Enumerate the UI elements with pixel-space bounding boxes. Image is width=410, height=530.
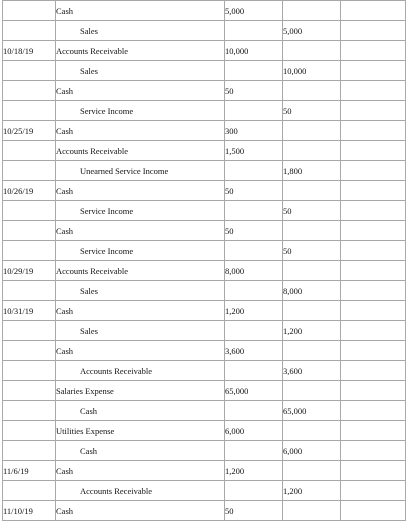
account-cell: Cash — [56, 441, 225, 461]
journal-row — [3, 201, 406, 221]
blank-cell — [341, 321, 406, 341]
blank-cell — [341, 41, 406, 61]
account-cell: Cash — [56, 221, 225, 241]
credit-cell: 5,000 — [283, 21, 341, 41]
account-cell: Salaries Expense — [56, 381, 225, 401]
date-cell: 10/29/19 — [3, 261, 56, 281]
debit-cell — [225, 401, 283, 421]
date-cell: 11/10/19 — [3, 501, 56, 521]
account-cell: Cash — [56, 81, 225, 101]
debit-cell — [225, 321, 283, 341]
credit-cell — [283, 301, 341, 321]
credit-cell: 1,200 — [283, 321, 341, 341]
credit-cell: 1,200 — [283, 481, 341, 501]
account-cell: Cash — [56, 461, 225, 481]
account-cell: Cash — [56, 121, 225, 141]
journal-row — [3, 241, 406, 261]
account-cell: Cash — [56, 301, 225, 321]
account-cell: Sales — [56, 21, 225, 41]
debit-cell: 1,200 — [225, 301, 283, 321]
date-cell — [3, 101, 56, 121]
journal-row — [3, 501, 406, 521]
journal-row — [3, 221, 406, 241]
blank-cell — [341, 361, 406, 381]
blank-cell — [341, 401, 406, 421]
date-cell — [3, 481, 56, 501]
journal-row — [3, 461, 406, 481]
blank-cell — [341, 481, 406, 501]
credit-cell — [283, 41, 341, 61]
credit-cell — [283, 181, 341, 201]
credit-cell — [283, 261, 341, 281]
debit-cell — [225, 161, 283, 181]
debit-cell — [225, 61, 283, 81]
debit-cell: 10,000 — [225, 41, 283, 61]
debit-cell — [225, 441, 283, 461]
date-cell — [3, 141, 56, 161]
credit-cell: 1,800 — [283, 161, 341, 181]
blank-cell — [341, 281, 406, 301]
journal-row — [3, 121, 406, 141]
journal-row — [3, 281, 406, 301]
blank-cell — [341, 181, 406, 201]
account-cell: Accounts Receivable — [56, 361, 225, 381]
debit-cell: 5,000 — [225, 1, 283, 21]
date-cell: 11/6/19 — [3, 461, 56, 481]
journal-row — [3, 161, 406, 181]
blank-cell — [341, 261, 406, 281]
journal-body — [3, 1, 406, 521]
blank-cell — [341, 141, 406, 161]
blank-cell — [341, 121, 406, 141]
journal-row — [3, 101, 406, 121]
blank-cell — [341, 301, 406, 321]
journal-row — [3, 321, 406, 341]
blank-cell — [341, 201, 406, 221]
credit-cell: 50 — [283, 201, 341, 221]
debit-cell: 300 — [225, 121, 283, 141]
journal-row — [3, 61, 406, 81]
account-cell: Sales — [56, 61, 225, 81]
debit-cell: 50 — [225, 501, 283, 521]
date-cell — [3, 161, 56, 181]
date-cell — [3, 201, 56, 221]
date-cell — [3, 341, 56, 361]
journal-row — [3, 41, 406, 61]
date-cell — [3, 81, 56, 101]
date-cell — [3, 241, 56, 261]
credit-cell — [283, 1, 341, 21]
date-cell — [3, 221, 56, 241]
account-cell: Service Income — [56, 101, 225, 121]
date-cell — [3, 1, 56, 21]
date-cell — [3, 361, 56, 381]
account-cell: Accounts Receivable — [56, 141, 225, 161]
account-cell: Service Income — [56, 201, 225, 221]
journal-row — [3, 181, 406, 201]
blank-cell — [341, 81, 406, 101]
date-cell — [3, 321, 56, 341]
journal-row — [3, 421, 406, 441]
date-cell — [3, 381, 56, 401]
debit-cell — [225, 241, 283, 261]
date-cell: 10/26/19 — [3, 181, 56, 201]
account-cell: Accounts Receivable — [56, 41, 225, 61]
credit-cell: 50 — [283, 241, 341, 261]
journal-entry-table — [2, 0, 406, 521]
credit-cell — [283, 381, 341, 401]
debit-cell — [225, 101, 283, 121]
account-cell: Cash — [56, 181, 225, 201]
credit-cell: 3,600 — [283, 361, 341, 381]
debit-cell — [225, 21, 283, 41]
blank-cell — [341, 21, 406, 41]
debit-cell: 8,000 — [225, 261, 283, 281]
journal-row — [3, 481, 406, 501]
blank-cell — [341, 441, 406, 461]
credit-cell: 50 — [283, 101, 341, 121]
credit-cell — [283, 221, 341, 241]
debit-cell: 50 — [225, 221, 283, 241]
date-cell — [3, 421, 56, 441]
debit-cell — [225, 281, 283, 301]
date-cell — [3, 401, 56, 421]
blank-cell — [341, 501, 406, 521]
date-cell — [3, 61, 56, 81]
date-cell: 10/25/19 — [3, 121, 56, 141]
debit-cell — [225, 201, 283, 221]
journal-row — [3, 361, 406, 381]
journal-row — [3, 301, 406, 321]
account-cell: Unearned Service Income — [56, 161, 225, 181]
account-cell: Sales — [56, 281, 225, 301]
debit-cell — [225, 361, 283, 381]
journal-row — [3, 441, 406, 461]
journal-row — [3, 21, 406, 41]
date-cell: 10/18/19 — [3, 41, 56, 61]
blank-cell — [341, 421, 406, 441]
account-cell: Accounts Receivable — [56, 481, 225, 501]
credit-cell: 10,000 — [283, 61, 341, 81]
blank-cell — [341, 241, 406, 261]
credit-cell: 65,000 — [283, 401, 341, 421]
debit-cell: 6,000 — [225, 421, 283, 441]
debit-cell — [225, 481, 283, 501]
credit-cell — [283, 421, 341, 441]
account-cell: Service Income — [56, 241, 225, 261]
journal-row — [3, 341, 406, 361]
debit-cell: 1,200 — [225, 461, 283, 481]
date-cell: 10/31/19 — [3, 301, 56, 321]
blank-cell — [341, 461, 406, 481]
date-cell — [3, 441, 56, 461]
credit-cell: 6,000 — [283, 441, 341, 461]
journal-row — [3, 261, 406, 281]
credit-cell — [283, 461, 341, 481]
blank-cell — [341, 61, 406, 81]
account-cell: Sales — [56, 321, 225, 341]
debit-cell: 3,600 — [225, 341, 283, 361]
account-cell: Accounts Receivable — [56, 261, 225, 281]
credit-cell — [283, 141, 341, 161]
account-cell: Cash — [56, 401, 225, 421]
debit-cell: 65,000 — [225, 381, 283, 401]
debit-cell: 50 — [225, 181, 283, 201]
journal-row — [3, 381, 406, 401]
blank-cell — [341, 341, 406, 361]
account-cell: Utilities Expense — [56, 421, 225, 441]
blank-cell — [341, 381, 406, 401]
credit-cell — [283, 81, 341, 101]
date-cell — [3, 281, 56, 301]
date-cell — [3, 21, 56, 41]
debit-cell: 50 — [225, 81, 283, 101]
account-cell: Cash — [56, 1, 225, 21]
credit-cell — [283, 341, 341, 361]
blank-cell — [341, 161, 406, 181]
credit-cell: 8,000 — [283, 281, 341, 301]
blank-cell — [341, 221, 406, 241]
journal-row — [3, 81, 406, 101]
journal-row — [3, 1, 406, 21]
blank-cell — [341, 1, 406, 21]
account-cell: Cash — [56, 501, 225, 521]
debit-cell: 1,500 — [225, 141, 283, 161]
journal-row — [3, 141, 406, 161]
blank-cell — [341, 101, 406, 121]
credit-cell — [283, 121, 341, 141]
account-cell: Cash — [56, 341, 225, 361]
credit-cell — [283, 501, 341, 521]
journal-row — [3, 401, 406, 421]
